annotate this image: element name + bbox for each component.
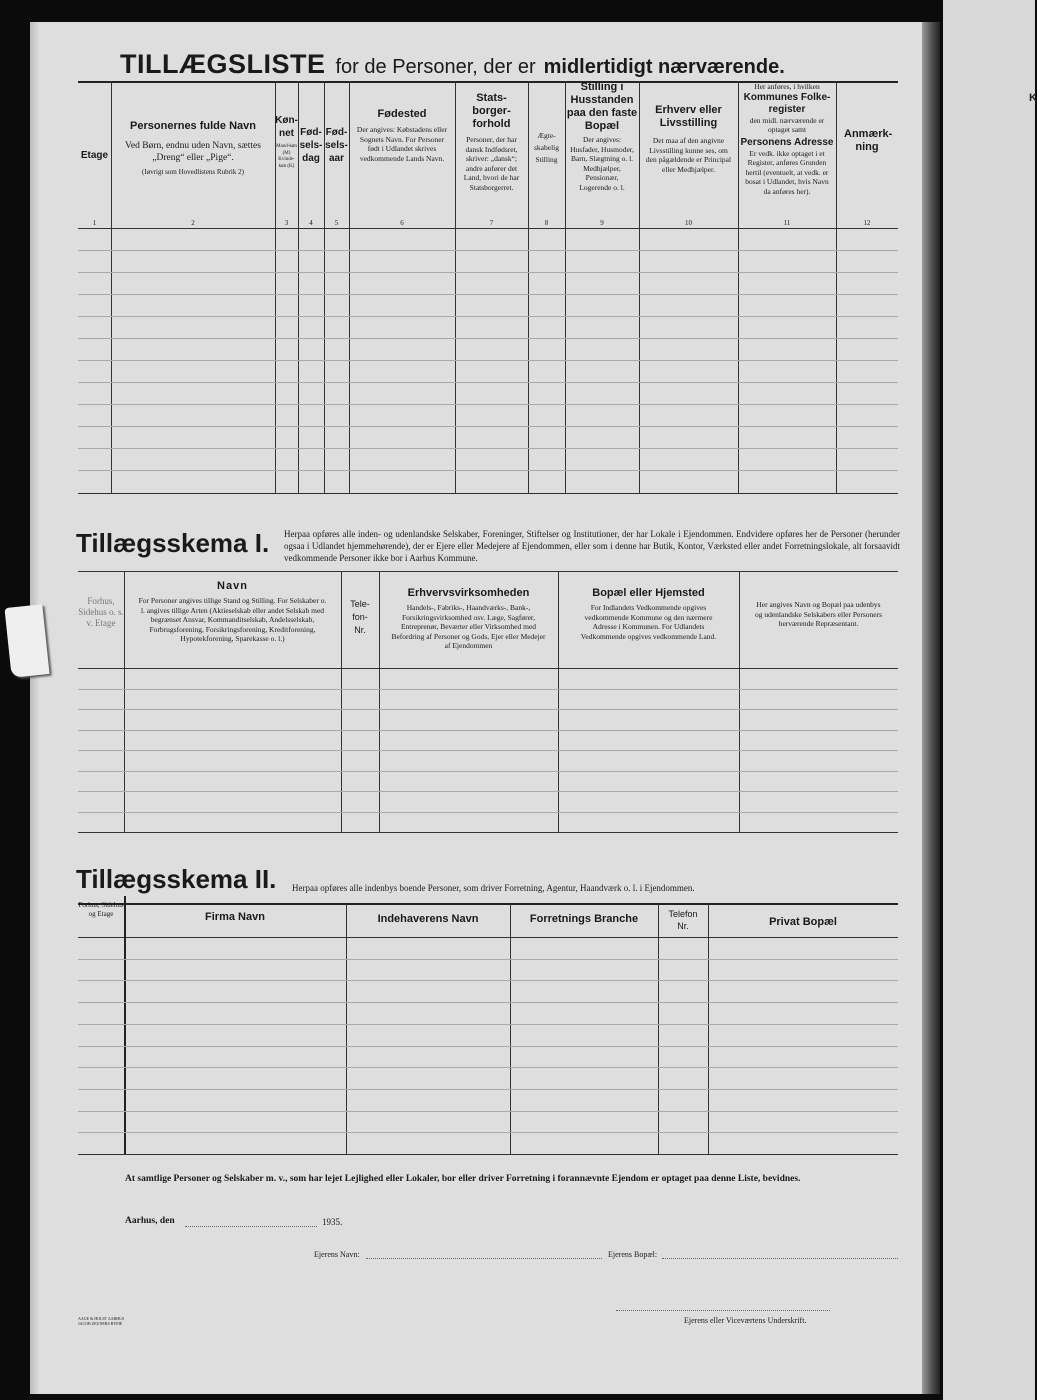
skema1-title: Tillægsskema I. — [76, 528, 270, 558]
skema2-col-phone: Telefon Nr. — [668, 909, 698, 931]
ruled-line — [78, 1024, 898, 1025]
skema1-intro: Herpaa opføres alle inden- og udenlandske Selskaber, Foreninger, Stiftelser og Institutioner, der har Lokale i Ejendommen. Endvidere opføres her de Personer (herunder ogsaa i Udlandet hjemmehørende), der er Ejere eller Medejere af Ejendommen, eller som i denne har Butik, Kontor, Værksted eller andet Forretningslokale, alt forsaavidt vedkommende Personer ikke bor i Aarhus Kommune. — [284, 529, 900, 563]
col-etage: Etage — [80, 150, 109, 161]
ruled-line — [78, 771, 898, 772]
col-number: 1 — [92, 219, 97, 227]
col-birthplace: Fødested Der angives: Købstadens eller Sognets Navn. For Personer født i Udlandet skrives vedkommende Lands Navn. — [356, 108, 448, 163]
ruled-line — [78, 1089, 898, 1090]
skema1-col-floor: Forhus, Sidehus o. s. v. Etage — [78, 596, 124, 628]
ruled-line — [78, 1132, 898, 1133]
skema2-col-private-address: Privat Bopæl — [769, 916, 837, 928]
skema1-col-name: Navn For Personer angives tillige Stand og Stilling. For Selskaber o. l. angives tillige Arten (Aktieselskab eller andet Selskab med begrænset Ansvar, Kommanditselskab, Andelsselskab, Forbrugsforening, Forsikringsforening, Kreditforening, Hypotekforening, Sparekasse o. l.) — [138, 580, 327, 643]
skema2-col-owner: Indehaverens Navn — [377, 913, 479, 925]
skema1-col-business: Erhvervsvirksomheden Handels-, Fabriks-, Haandværks-, Bank-, Forsikringsvirksomhed osv. Læge, Sagfører, Entreprenør, Beværter eller Virksomhed med Befordring af Personer og Gods, Ejer eller Medejer af Ejendommen — [391, 587, 546, 650]
skema2-intro: Herpaa opføres alle indenbys boende Personer, som driver Forretning, Agentur, Haandværk o. l. i Ejendommen. — [292, 883, 695, 893]
form-page — [30, 22, 922, 1394]
col-number: 2 — [191, 219, 195, 227]
col-household: Stilling i Husstanden paa den faste Bopæl Der angives: Husfader, Husmoder, Barn, Slægtning o. l. Medhjælper, Pensionær, Logerende o. l. — [566, 81, 638, 192]
col-marital: Ægte-skabelig Stilling — [534, 131, 559, 164]
owner-address-label: Ejerens Bopæl: — [608, 1250, 658, 1259]
owner-name-label: Ejerens Navn: — [314, 1250, 360, 1259]
ruled-line — [78, 1111, 898, 1112]
skema1-col-phone: Tele-fon-Nr. — [350, 599, 370, 635]
page-title: TILLÆGSLISTE for de Personer, der er midlertidigt nærværende. — [120, 49, 785, 79]
ruled-line — [78, 1002, 898, 1003]
paper-tab — [4, 604, 49, 678]
ruled-line — [78, 980, 898, 981]
ruled-line — [78, 1046, 898, 1047]
col-remark: Anmærk-ning — [844, 128, 893, 153]
col-number: 3 — [284, 219, 289, 227]
owner-address-field[interactable] — [662, 1258, 898, 1259]
col-number: 6 — [400, 219, 404, 227]
ruled-line — [78, 294, 898, 295]
ruled-line — [78, 709, 898, 710]
printer-imprint: AAGE & HOLST AARHUS JACOB ZEUNERS BYPIE — [78, 1316, 125, 1326]
skema2-col-branch: Forretnings Branche — [529, 913, 639, 925]
col-birthday: Fød-sels-dag — [299, 127, 323, 164]
col-number: 4 — [309, 219, 313, 227]
skema1-col-residence: Bopæl eller Hjemsted For Indlandets Vedkommende opgives vedkommende Kommune og den nærmere Adresse i Kommunen. For Udlandets Vedkommende opgives vedkommende Land. — [580, 587, 717, 641]
ruled-line — [78, 689, 898, 690]
ruled-line — [78, 959, 898, 960]
ruled-line — [78, 338, 898, 339]
ruled-line — [78, 791, 898, 792]
col-number: 11 — [783, 219, 791, 227]
ruled-line — [78, 316, 898, 317]
col-folkeregister: Her anføres, i hvilken Kommunes Folke-register den midl. nærværende er optaget samt Personens Adresse Er vedk. ikke optaget i et Register, anføres Grunden hertil (eventuelt, at vedk. er bosat i Udlandet, hvis Navn da anføres her). — [740, 82, 834, 196]
col-number: 12 — [863, 219, 871, 227]
col-citizenship: Stats-borger-forhold Personer, der har dansk Indfødsret, skriver: „dansk“; andre anfører det Land, hvori de har Statsborgerret. — [463, 92, 520, 192]
ruled-line — [78, 1067, 898, 1068]
ruled-line — [78, 360, 898, 361]
place-label: Aarhus, den — [125, 1216, 175, 1226]
ruled-line — [78, 448, 898, 449]
owner-name-field[interactable] — [366, 1258, 602, 1259]
ruled-line — [78, 382, 898, 383]
col-name: Personernes fulde Navn Ved Børn, endnu uden Navn, sættes „Dreng“ eller „Pige“. (Iøvrigt som Hovedlistens Rubrik 2) — [125, 120, 261, 176]
adjacent-page: K — [943, 0, 1035, 1400]
ruled-line — [78, 812, 898, 813]
col-birthyear: Fød-sels-aar — [325, 127, 348, 164]
ruled-line — [78, 750, 898, 751]
col-gender: Køn-net Mand-køn (M) Kvinde-køn (K) — [275, 115, 298, 169]
skema2-title: Tillægsskema II. — [76, 864, 277, 894]
signature-field[interactable] — [616, 1310, 830, 1311]
skema2-col-firm: Firma Navn — [205, 911, 265, 923]
col-occupation: Erhverv eller Livsstilling Det maa af den angivne Livsstilling kunne ses, om den pågældende er Principal eller Medhjælper. — [645, 104, 732, 174]
ruled-line — [78, 426, 898, 427]
book-spine — [922, 22, 940, 1394]
col-number: 10 — [685, 219, 692, 227]
date-field[interactable] — [185, 1226, 317, 1227]
col-number: 9 — [600, 219, 604, 227]
ruled-line — [78, 272, 898, 273]
year-label: 1935. — [322, 1217, 343, 1227]
skema1-col-representative: Her angives Navn og Bopæl paa udenbys og udenlandske Selskabers eller Personers herværende Repræsentant. — [754, 600, 883, 628]
ruled-line — [78, 404, 898, 405]
signature-label: Ejerens eller Viceværtens Underskrift. — [684, 1316, 807, 1325]
ruled-line — [78, 470, 898, 471]
col-number: 7 — [489, 219, 494, 227]
col-number: 5 — [334, 219, 339, 227]
ruled-line — [78, 250, 898, 251]
ruled-line — [78, 730, 898, 731]
skema2-col-floor: Forhus, Sidehus og Etage — [78, 901, 124, 918]
col-number: 8 — [544, 219, 549, 227]
attestation-statement: At samtlige Personer og Selskaber m. v., som har lejet Lejlighed eller Lokaler, bor eller driver Forretning i forannævnte Ejendom er optaget paa denne Liste, bevidnes. — [125, 1174, 801, 1184]
